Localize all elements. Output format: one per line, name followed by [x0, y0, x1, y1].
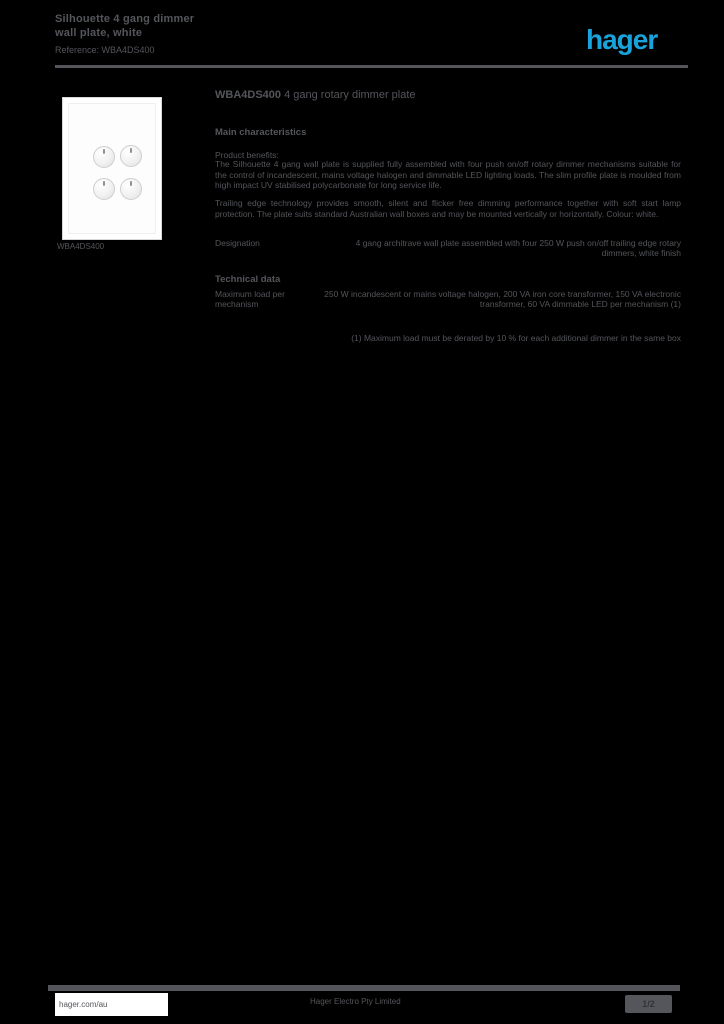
- knob-indicator: [103, 149, 105, 154]
- footer-website-box[interactable]: [55, 993, 168, 1016]
- knob-indicator: [130, 181, 132, 186]
- page-title: [215, 89, 416, 101]
- dimmer-knob-icon: [120, 178, 142, 200]
- characteristic-row: [215, 238, 681, 258]
- page-title-reference: WBA4DS400: [215, 89, 282, 101]
- product-image: [62, 97, 162, 240]
- footer-bar: [48, 985, 680, 991]
- dimmer-knob-icon: [120, 145, 142, 167]
- product-image-caption: WBA4DS400: [57, 242, 105, 251]
- description-paragraph-2: Trailing edge technology provides smooth, silent and flicker free dimming performance together with soft start lamp protection. The plate suits standard Australian wall boxes and may be mounted vertically or horizontally. Colour: white.: [215, 198, 681, 219]
- doc-title-line1: Silhouette 4 gang dimmer: [55, 13, 195, 25]
- section-title-technical-data: Technical data: [215, 274, 281, 285]
- characteristic-label: Designation: [215, 238, 260, 248]
- technical-row: [215, 289, 681, 309]
- description-paragraph-1: The Silhouette 4 gang wall plate is supplied fully assembled with four push on/off rotary dimmer mechanisms suitable for the control of incandescent, mains voltage halogen and dimmable LED lighting loads. The slim profile plate is moulded from high impact UV stabilised polycarbonate for long service life.: [215, 159, 681, 190]
- footer-website-link[interactable]: hager.com/au: [59, 1000, 108, 1009]
- page-number-badge: 1/2: [625, 995, 672, 1013]
- technical-label: Maximum load per mechanism: [215, 289, 285, 309]
- footer-company: Hager Electro Pty Limited: [310, 997, 401, 1006]
- dimmer-knob-icon: [93, 178, 115, 200]
- intro-label: Product benefits:: [215, 150, 279, 160]
- page-title-description: 4 gang rotary dimmer plate: [281, 89, 416, 101]
- doc-title-line2: wall plate, white: [55, 27, 143, 39]
- section-title-main-characteristics: Main characteristics: [215, 127, 307, 138]
- dimmer-knob-icon: [93, 146, 115, 168]
- characteristic-value: 4 gang architrave wall plate assembled with four 250 W push on/off trailing edge rotary dimmers, white finish: [355, 238, 681, 258]
- wall-plate: [68, 103, 156, 234]
- technical-value: 250 W incandescent or mains voltage halogen, 200 VA iron core transformer, 150 VA electronic transformer, 60 VA dimmable LED per mechanism (1): [324, 289, 681, 309]
- knob-indicator: [130, 148, 132, 153]
- footnote: (1) Maximum load must be derated by 10 % for each additional dimmer in the same box: [351, 333, 681, 343]
- doc-reference: Reference: WBA4DS400: [55, 45, 155, 55]
- hager-logo: hager: [586, 24, 658, 55]
- header-divider: [55, 65, 688, 68]
- knob-indicator: [103, 181, 105, 186]
